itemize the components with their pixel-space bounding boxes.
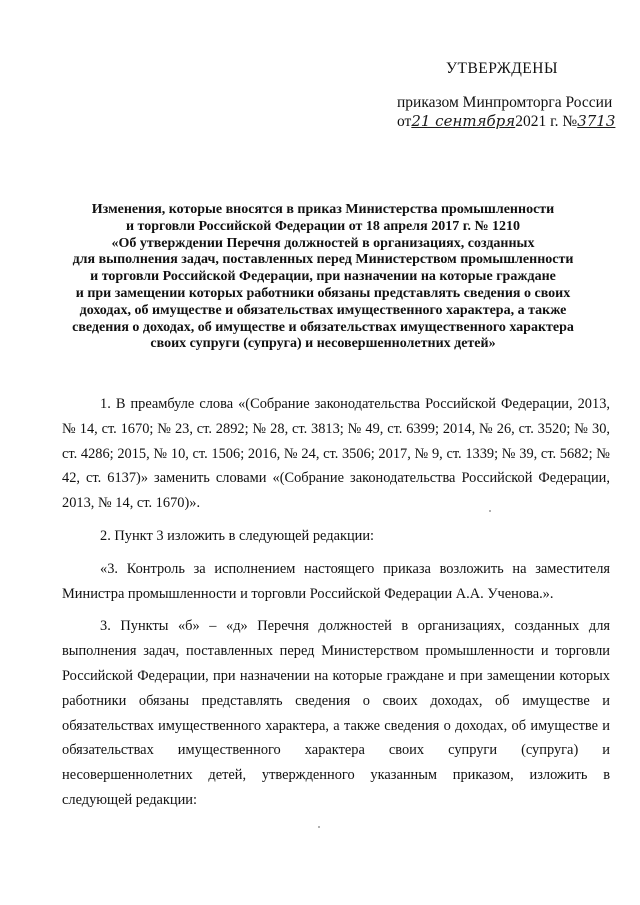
heading-line: и торговли Российской Федерации от 18 апреля 2017 г. № 1210 [125,218,521,234]
order-year: 2021 г. № [515,113,578,130]
paragraph-4: 3. Пункты «б» – «д» Перечня должностей в организациях, созданных для выполнения задач, поставленных перед Министерством промышленности и торговли Российской Федерации, при назначении на которые граждане и при замещении которых работники обязаны представлять сведения о своих доходах, об имуществе и обязательствах имущественного характера, а также сведения о доходах, об имуществе и обязательствах имущественного характера своих супруги (супруга) и несовершеннолетних детей, утвержденного указанным приказом, изложить в следующей редакции: [62,618,610,808]
heading-line: «Об утверждении Перечня должностей в организациях, созданных [111,235,535,251]
document-heading [40,202,606,353]
document-body [62,392,610,813]
heading-line: для выполнения задач, поставленных перед Министерством промышленности [72,252,574,268]
paragraph-1: 1. В преамбуле слова «(Собрание законодательства Российской Федерации, 2013, № 14, ст. 1670; № 23, ст. 2892; № 28, ст. 3813; № 49, ст. 6399; 2014, № 26, ст. 3520; № 30, ст. 4286; 2015, № 10, ст. 1506; 2016, № 24, ст. 3506; 2017, № 9, ст. 1339; № 39, ст. 5682; № 42, ст. 6137)» заменить словами «(Собрание законодательства Российской Федерации, 2013, № 14, ст. 1670)». [62,396,610,512]
heading-line: доходах, об имуществе и обязательствах имущественного характера, а также [79,302,567,318]
heading-line: Изменения, которые вносятся в приказ Министерства промышленности [91,202,555,217]
handwritten-order-number: 3713 [577,112,616,130]
paragraph-2: 2. Пункт 3 изложить в следующей редакции: [100,527,375,544]
approval-block [380,60,620,131]
heading-line: и при замещении которых работники обязаны представлять сведения о своих [75,285,571,301]
scan-speck [489,510,491,512]
approval-title: УТВЕРЖДЕНЫ [446,60,558,77]
heading-line: своих супруги (супруга) и несовершеннолетних детей» [150,336,496,352]
heading-line: и торговли Российской Федерации, при назначении на которые граждане [90,269,556,285]
heading-line: сведения о доходах, об имуществе и обязательствах имущественного характера [72,319,574,335]
handwritten-date: 21 сентября [411,112,516,130]
order-date-line [397,112,620,131]
order-issuer: приказом Минпромторга России [397,94,613,111]
paragraph-3: «3. Контроль за исполнением настоящего приказа возложить на заместителя Министра промышленности и торговли Российской Федерации А.А. Ученова.». [62,560,610,602]
date-prefix: от [397,113,412,130]
scan-speck [318,826,320,828]
